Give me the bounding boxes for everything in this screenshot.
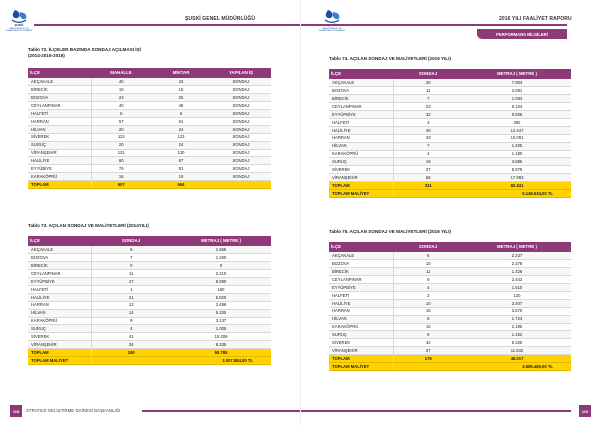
header-rule <box>301 24 567 26</box>
table-cell: HALFETİ <box>329 291 393 299</box>
table-row <box>28 341 271 349</box>
table-cell: 17.993 <box>463 174 571 182</box>
table-cell: 1.180 <box>463 150 571 158</box>
table-row <box>28 86 271 94</box>
table-cell: 6 <box>151 110 211 118</box>
table-cell: HARRAN <box>329 134 393 142</box>
table-cell: HALFETİ <box>28 110 91 118</box>
table-cell: SURUÇ <box>28 141 91 149</box>
table74 <box>329 69 571 198</box>
table-cell: 0 <box>91 262 171 270</box>
table-cell: 1.405 <box>463 142 571 150</box>
table-cell: SONDAJ <box>211 102 271 110</box>
table-row <box>329 299 571 307</box>
table-cell: AKÇAKALE <box>329 79 393 87</box>
table-row <box>28 325 271 333</box>
column-header: SONDAJ <box>393 242 463 252</box>
table-cell: 43 <box>151 78 211 86</box>
table-cell: VİRANŞEHİR <box>28 149 91 157</box>
table-cell: 65 <box>393 174 463 182</box>
column-header: MAHALLE <box>91 68 151 78</box>
table-cell: 76 <box>91 165 151 173</box>
table-cell: SURUÇ <box>329 158 393 166</box>
table-cell: 33 <box>393 134 463 142</box>
table-cell: 40 <box>91 102 151 110</box>
table-cell: SONDAJ <box>211 165 271 173</box>
table-cell: AKÇAKALE <box>28 78 91 86</box>
table-cell: 2.210 <box>171 270 271 278</box>
table-row <box>28 333 271 341</box>
total-cost-row <box>28 356 271 364</box>
table-cell: 15 <box>393 323 463 331</box>
table-row <box>28 110 271 118</box>
table-cell: HALİLİYE <box>28 157 91 165</box>
table-cell: 3.488 <box>171 301 271 309</box>
table-cell: EYYÜPBİYE <box>329 111 393 119</box>
table75 <box>329 242 571 371</box>
table-row <box>28 117 271 125</box>
table-cell: HİLVAN <box>329 315 393 323</box>
table-cell: KARAKÖPRÜ <box>28 173 91 181</box>
table-row <box>329 268 571 276</box>
table-cell: 8.979 <box>463 166 571 174</box>
table-row <box>329 260 571 268</box>
table74-caption: Tablo 74. AÇILAN SONDAJ VE MALİYETLERİ (2015 YILI) <box>329 56 451 61</box>
page-number: 119 <box>579 405 591 417</box>
table-row <box>28 165 271 173</box>
table-cell: CEYLANPINAR <box>329 276 393 284</box>
table-header-row <box>329 69 571 79</box>
table-cell: 7 <box>393 142 463 150</box>
table-cell: KARAKÖPRÜ <box>329 150 393 158</box>
table-cell: HİLVAN <box>329 142 393 150</box>
table-row <box>28 317 271 325</box>
table-cell: HARRAN <box>329 307 393 315</box>
total-row <box>28 181 271 189</box>
table-cell: 3.407 <box>463 299 571 307</box>
table-cell: 40 <box>393 126 463 134</box>
column-header: İLÇE <box>28 68 91 78</box>
table-cell: 12.447 <box>463 126 571 134</box>
table-cell: HALİLİYE <box>28 293 91 301</box>
table-header-row <box>28 236 271 246</box>
table-cell: VİRANŞEHİR <box>28 341 91 349</box>
table72-caption-line2: (2014-2015-2016) <box>28 53 65 58</box>
table-cell: 4 <box>393 284 463 292</box>
table-cell: 37 <box>393 347 463 355</box>
table-row <box>28 94 271 102</box>
table-cell: BİRECİK <box>329 95 393 103</box>
table-cell: 2.237 <box>463 252 571 260</box>
water-drop-logo-icon <box>322 8 342 24</box>
total-cost-row <box>329 189 571 197</box>
table-cell: 123 <box>151 133 211 141</box>
table-cell: 3.886 <box>463 158 571 166</box>
table73-caption: Tablo 73. AÇILAN SONDAJ VE MALİYETLERİ (2014YILI) <box>28 223 149 228</box>
total-row <box>28 349 271 357</box>
table-row <box>329 134 571 142</box>
table-row <box>329 79 571 87</box>
table-cell: 10.091 <box>463 134 571 142</box>
table-cell: BOZOVA <box>28 254 91 262</box>
table-cell: 9 <box>393 276 463 284</box>
table-cell: HALFETİ <box>28 285 91 293</box>
table-cell: 67 <box>151 157 211 165</box>
table-cell: 175 <box>393 355 463 363</box>
table72 <box>28 68 271 189</box>
table-cell: 6 <box>91 110 151 118</box>
table-cell: SİVEREK <box>329 339 393 347</box>
table-cell: TOPLAM MALİYET <box>329 362 393 370</box>
table72-caption-line1: Tablo 72. İLÇELER BAZINDA SONDAJ AÇILMASI İŞİ <box>28 47 141 52</box>
table-row <box>329 307 571 315</box>
table-cell: 10.409 <box>171 333 271 341</box>
table-cell: SONDAJ <box>211 86 271 94</box>
table-cell: 50.785 <box>171 349 271 357</box>
table-cell: 60 <box>91 157 151 165</box>
column-header: İLÇE <box>329 69 393 79</box>
table-cell: HALFETİ <box>329 118 393 126</box>
table-cell: 5.820 <box>171 293 271 301</box>
table-cell: 10 <box>393 299 463 307</box>
table-row <box>28 309 271 317</box>
table-row <box>28 125 271 133</box>
header-title: 2016 YILI FAALİYET RAPORU <box>499 16 572 22</box>
table-cell: 7.904 <box>463 79 571 87</box>
table-cell: 3 <box>393 118 463 126</box>
table-cell: 7 <box>91 254 171 262</box>
table-cell: 19 <box>151 173 211 181</box>
table-cell: SONDAJ <box>211 157 271 165</box>
table-cell: 1.152 <box>463 331 571 339</box>
table-row <box>329 142 571 150</box>
table-cell: HALİLİYE <box>329 126 393 134</box>
column-header: METRAJ ( METRE ) <box>171 236 271 246</box>
table-cell: SONDAJ <box>211 149 271 157</box>
table-cell: 57 <box>91 117 151 125</box>
table-cell: VİRANŞEHİR <box>329 174 393 182</box>
table-cell: CEYLANPINAR <box>28 270 91 278</box>
table-row <box>28 270 271 278</box>
table-cell: 492 <box>463 118 571 126</box>
table-cell: BİRECİK <box>329 268 393 276</box>
table-cell: 3.007.884,00 TL <box>91 356 271 364</box>
footer-rule <box>301 410 571 412</box>
table-cell: 0 <box>171 262 271 270</box>
table-row <box>329 166 571 174</box>
table-row <box>329 111 571 119</box>
table-cell: HARRAN <box>28 117 91 125</box>
table-cell: BOZOVA <box>28 94 91 102</box>
table-cell: 3.137 <box>171 317 271 325</box>
table-cell: KARAKÖPRÜ <box>28 317 91 325</box>
table-row <box>28 133 271 141</box>
table-cell: 20 <box>91 141 151 149</box>
table-cell: HARRAN <box>28 301 91 309</box>
table72-caption <box>28 47 268 59</box>
table-cell: BOZOVA <box>329 260 393 268</box>
page-number: 118 <box>10 405 22 417</box>
table-cell: 6.104 <box>463 103 571 111</box>
table-cell: TOPLAM <box>329 355 393 363</box>
table-cell: 34 <box>91 341 171 349</box>
column-header: İLÇE <box>28 236 91 246</box>
table73 <box>28 236 271 365</box>
table-row <box>28 102 271 110</box>
table-cell: 1.083 <box>463 95 571 103</box>
total-row <box>329 182 571 190</box>
table-cell: SURUÇ <box>28 325 91 333</box>
table-cell: 1.260 <box>171 254 271 262</box>
table-cell: 2.081 <box>463 87 571 95</box>
table-row <box>28 262 271 270</box>
table-cell: HİLVAN <box>28 125 91 133</box>
section-tag: PERFORMANS BİLGİLERİ <box>477 29 567 39</box>
column-header: İLÇE <box>329 242 393 252</box>
column-header: SONDAJ <box>91 236 171 246</box>
table-cell: EYYÜPBİYE <box>28 278 91 286</box>
table-cell: BOZOVA <box>329 87 393 95</box>
table-cell: 9.325 <box>463 339 571 347</box>
table-cell: 46.017 <box>463 355 571 363</box>
table-cell: 113 <box>91 133 151 141</box>
table-row <box>28 285 271 293</box>
table-cell: 5.335 <box>171 309 271 317</box>
suski-logo <box>4 8 34 32</box>
table-cell: SONDAJ <box>211 117 271 125</box>
column-header: METRAJ ( METRE ) <box>463 242 571 252</box>
table-cell: 121 <box>91 149 151 157</box>
table-cell: 16 <box>91 173 151 181</box>
table-cell: 14 <box>91 309 171 317</box>
table-row <box>329 284 571 292</box>
table-cell: 6 <box>393 315 463 323</box>
table-cell: 11 <box>393 268 463 276</box>
table-cell: 27 <box>91 278 171 286</box>
table-cell: VİRANŞEHİR <box>329 347 393 355</box>
table-cell: 1.558 <box>171 246 271 254</box>
table-cell: 16 <box>393 307 463 315</box>
table-cell: 8.335 <box>171 341 271 349</box>
table-row <box>28 157 271 165</box>
table-cell: 23 <box>393 103 463 111</box>
table-cell: 1 <box>91 285 171 293</box>
table-cell: AKÇAKALE <box>329 252 393 260</box>
table-cell: 11 <box>91 270 171 278</box>
table-cell: 2.195 <box>463 323 571 331</box>
table-cell: 3.585.480,00 TL <box>393 362 571 370</box>
logo-subtitle: SANLIURFA SU VE KANALİZASYON İDARESİ <box>5 27 33 33</box>
table-cell: SONDAJ <box>211 125 271 133</box>
table-cell: 4 <box>393 150 463 158</box>
table-cell: 130 <box>151 149 211 157</box>
header-rule <box>34 24 300 26</box>
logo-name: şuski <box>14 23 24 27</box>
table-row <box>329 158 571 166</box>
table-cell: 13 <box>91 301 171 309</box>
table-row <box>28 173 271 181</box>
water-drop-logo-icon <box>9 8 29 24</box>
table-cell: CEYLANPINAR <box>329 103 393 111</box>
table-cell: SİVEREK <box>329 166 393 174</box>
column-header: METRAJ ( METRE ) <box>463 69 571 79</box>
table-cell: 32 <box>393 111 463 119</box>
table-cell: 1.510 <box>463 284 571 292</box>
table-cell: SONDAJ <box>211 94 271 102</box>
table-cell: 190 <box>91 349 171 357</box>
table-cell: 1.723 <box>463 315 571 323</box>
table-cell: 24 <box>151 141 211 149</box>
table-cell: TOPLAM <box>329 182 393 190</box>
table-cell: 160 <box>171 285 271 293</box>
table-cell: 4 <box>91 325 171 333</box>
table-cell <box>211 181 271 189</box>
table-cell: 41 <box>91 333 171 341</box>
table-cell: SONDAJ <box>211 173 271 181</box>
table-cell: 6 <box>393 331 463 339</box>
table-row <box>28 293 271 301</box>
table-cell: 120 <box>463 291 571 299</box>
right-page <box>300 0 600 426</box>
table-cell: 8.606 <box>463 111 571 119</box>
table-cell: 15 <box>151 86 211 94</box>
table-cell: SONDAJ <box>211 78 271 86</box>
table-cell: 2.378 <box>463 260 571 268</box>
table-cell: 664 <box>151 181 211 189</box>
table-cell: 1.426 <box>463 268 571 276</box>
logo-subtitle: SANLIURFA SU VE KANALİZASYON İDARESİ <box>318 27 346 33</box>
table-row <box>329 291 571 299</box>
table-row <box>329 95 571 103</box>
table-cell: 24 <box>151 125 211 133</box>
table-cell: 7 <box>393 95 463 103</box>
table-cell: 30 <box>393 79 463 87</box>
table-cell: 20 <box>91 125 151 133</box>
table-cell: 11 <box>393 87 463 95</box>
table-cell: 37 <box>393 166 463 174</box>
table-row <box>329 87 571 95</box>
table-cell: 40 <box>91 78 151 86</box>
footer-rule <box>142 410 300 412</box>
table-row <box>28 301 271 309</box>
total-cost-row <box>329 362 571 370</box>
suski-logo <box>317 8 347 32</box>
table-cell: 9 <box>91 317 171 325</box>
table-row <box>28 278 271 286</box>
table-cell: 3.570 <box>463 307 571 315</box>
table-cell: TOPLAM <box>28 181 91 189</box>
table-row <box>329 331 571 339</box>
table-cell: 6 <box>393 252 463 260</box>
table-row <box>329 252 571 260</box>
table-cell: 19 <box>393 158 463 166</box>
table-cell: SİVEREK <box>28 133 91 141</box>
table-header-row <box>329 242 571 252</box>
table-cell: 311 <box>393 182 463 190</box>
table-row <box>28 246 271 254</box>
table-row <box>329 103 571 111</box>
table-row <box>329 347 571 355</box>
table-row <box>329 174 571 182</box>
table-cell: 21 <box>91 293 171 301</box>
table-row <box>329 339 571 347</box>
table-cell: SONDAJ <box>211 133 271 141</box>
total-row <box>329 355 571 363</box>
table-cell: BİRECİK <box>28 86 91 94</box>
table-cell: KARAKÖPRÜ <box>329 323 393 331</box>
table-cell: 46 <box>151 102 211 110</box>
table-cell: 42 <box>393 339 463 347</box>
table-cell: TOPLAM <box>28 349 91 357</box>
table-row <box>28 78 271 86</box>
table-cell: 8.090 <box>171 278 271 286</box>
table-cell: 11.632 <box>463 347 571 355</box>
table-row <box>28 141 271 149</box>
table-cell: AKÇAKALE <box>28 246 91 254</box>
table-cell: TOPLAM MALİYET <box>329 189 393 197</box>
table-cell: 5.148.534,00 TL <box>393 189 571 197</box>
table-cell: TOPLAM MALİYET <box>28 356 91 364</box>
table-header-row <box>28 68 271 78</box>
table-cell: 23 <box>91 94 151 102</box>
table-cell: 10 <box>393 260 463 268</box>
table-cell: 1.005 <box>171 325 271 333</box>
table-cell: 15 <box>91 86 151 94</box>
table-cell: EYYÜPBİYE <box>329 284 393 292</box>
table-row <box>28 254 271 262</box>
column-header: SONDAJ <box>393 69 463 79</box>
table-cell: 61 <box>151 117 211 125</box>
table-cell: SURUÇ <box>329 331 393 339</box>
table75-caption: Tablo 75. AÇILAN SONDAJ VE MALİYETLERİ (2016 YILI) <box>329 229 451 234</box>
table-cell: 2 <box>393 291 463 299</box>
table-row <box>329 118 571 126</box>
table-row <box>329 126 571 134</box>
column-header: MİKTAR <box>151 68 211 78</box>
table-row <box>28 149 271 157</box>
table-cell: SONDAJ <box>211 141 271 149</box>
column-header: YAPILAN İŞ <box>211 68 271 78</box>
table-row <box>329 323 571 331</box>
table-cell: CEYLANPINAR <box>28 102 91 110</box>
table-cell: SONDAJ <box>211 110 271 118</box>
table-row <box>329 315 571 323</box>
table-row <box>329 276 571 284</box>
table-row <box>329 150 571 158</box>
footer-text: STRATEJİ GELİŞTİRME DAİRESİ BAŞKANLIĞI <box>26 408 121 413</box>
table-cell: BİRECİK <box>28 262 91 270</box>
table-cell: HALİLİYE <box>329 299 393 307</box>
table-cell: SİVEREK <box>28 333 91 341</box>
table-cell: 81 <box>151 165 211 173</box>
table-cell: HİLVAN <box>28 309 91 317</box>
table-cell: 607 <box>91 181 151 189</box>
table-cell: 2.443 <box>463 276 571 284</box>
table-cell: 25 <box>151 94 211 102</box>
table-cell: EYYÜBİYE <box>28 165 91 173</box>
table-cell: 8 <box>91 246 171 254</box>
table-cell: 82.341 <box>463 182 571 190</box>
header-title: ŞUSKİ GENEL MÜDÜRLÜĞÜ <box>185 16 256 22</box>
